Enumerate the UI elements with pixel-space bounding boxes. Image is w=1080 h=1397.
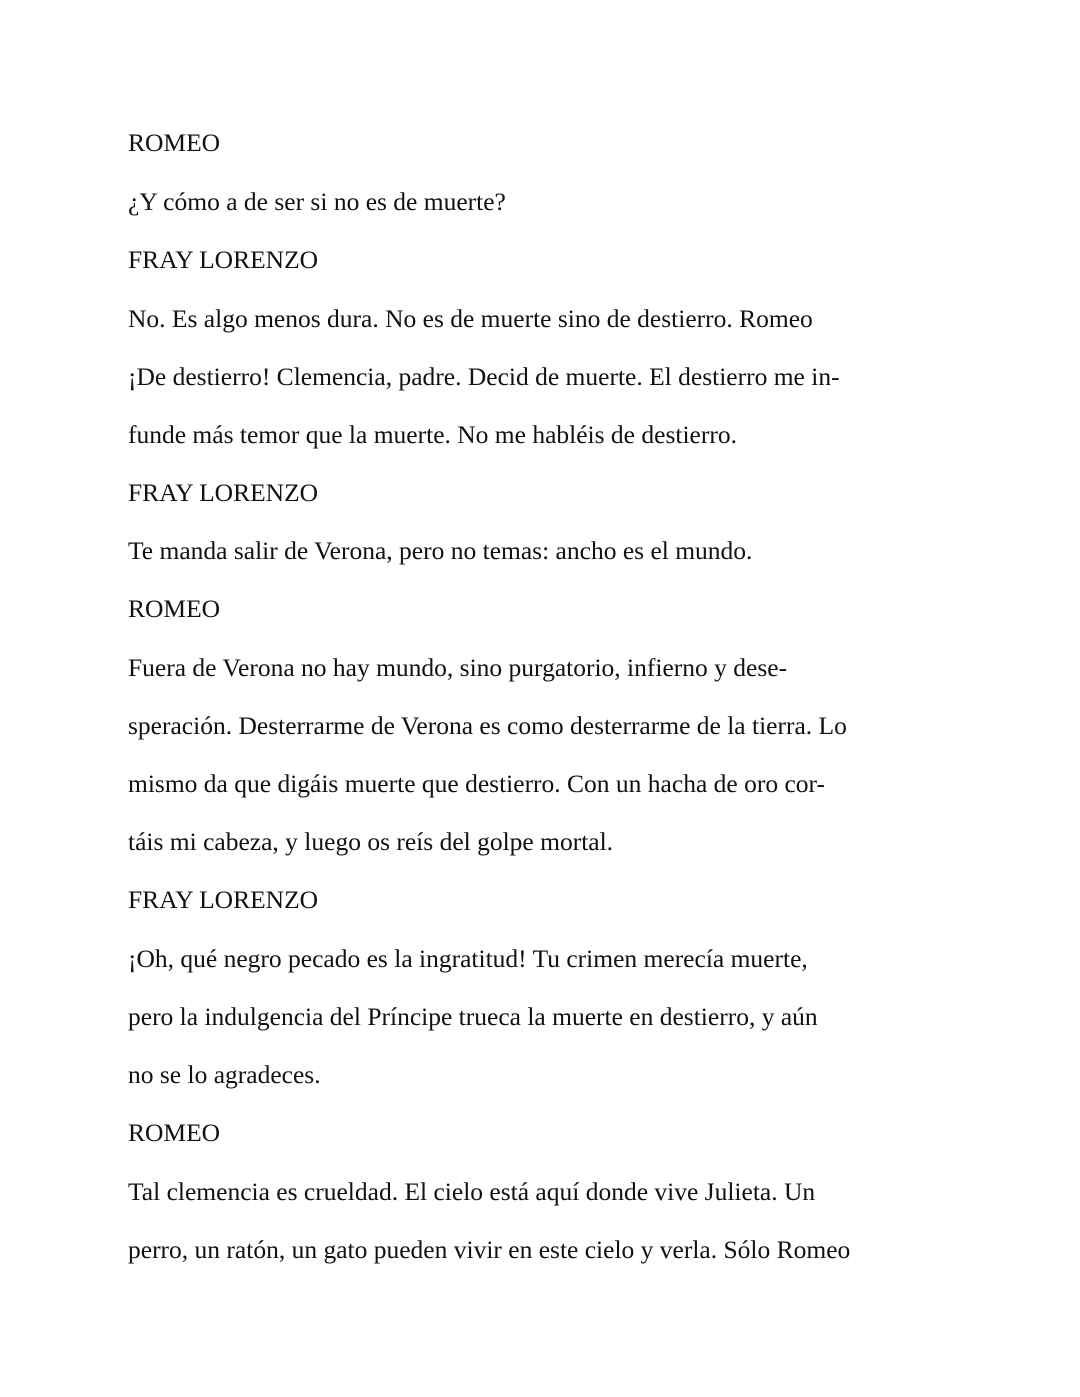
speaker-name: ROMEO <box>128 128 221 157</box>
dialogue-line: No. Es algo menos dura. No es de muerte sino de destierro. Romeo <box>128 304 813 333</box>
dialogue-line: Tal clemencia es crueldad. El cielo está aquí donde vive Julieta. Un <box>128 1177 816 1206</box>
dialogue-line: Te manda salir de Verona, pero no temas: ancho es el mundo. <box>128 536 753 565</box>
speaker-name: FRAY LORENZO <box>128 885 319 914</box>
dialogue-line: táis mi cabeza, y luego os reís del golpe mortal. <box>128 827 614 856</box>
dialogue-line: mismo da que digáis muerte que destierro. Con un hacha de oro cor- <box>128 769 825 798</box>
speaker-name: FRAY LORENZO <box>128 478 319 507</box>
speaker-name: ROMEO <box>128 594 221 623</box>
speaker-name: FRAY LORENZO <box>128 245 319 274</box>
dialogue-line: perro, un ratón, un gato pueden vivir en este cielo y verla. Sólo Romeo <box>128 1235 851 1264</box>
dialogue-line: ¡De destierro! Clemencia, padre. Decid de muerte. El destierro me in- <box>128 362 840 391</box>
dialogue-line: funde más temor que la muerte. No me habléis de destierro. <box>128 420 737 449</box>
dialogue-line: speración. Desterrarme de Verona es como desterrarme de la tierra. Lo <box>128 711 847 740</box>
speaker-name: ROMEO <box>128 1118 221 1147</box>
dialogue-line: Fuera de Verona no hay mundo, sino purgatorio, infierno y dese- <box>128 653 788 682</box>
dialogue-line: no se lo agradeces. <box>128 1060 321 1089</box>
dialogue-line: ¡Oh, qué negro pecado es la ingratitud! Tu crimen merecía muerte, <box>128 944 808 973</box>
dialogue-line: pero la indulgencia del Príncipe trueca la muerte en destierro, y aún <box>128 1002 818 1031</box>
dialogue-line: ¿Y cómo a de ser si no es de muerte? <box>128 187 506 216</box>
